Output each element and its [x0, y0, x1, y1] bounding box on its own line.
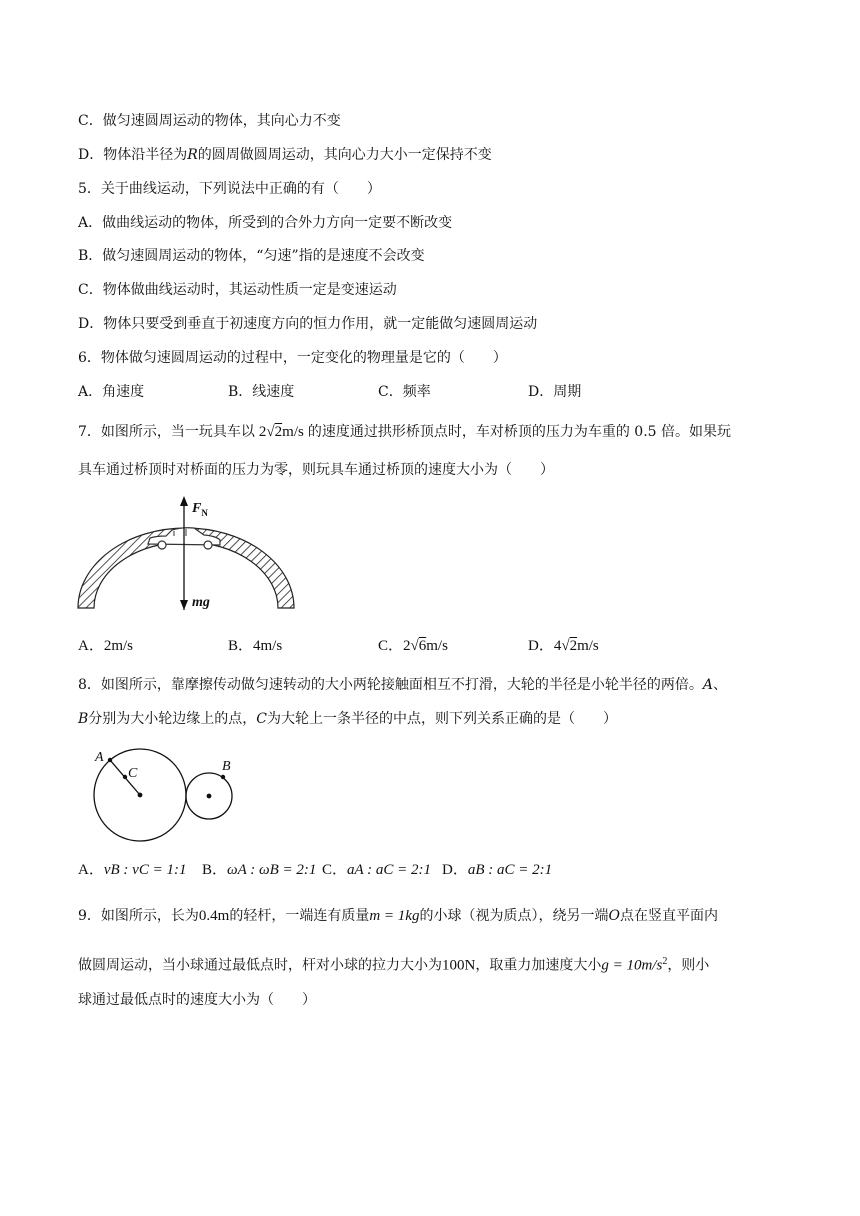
q9-stem-line3: 球通过最低点时的速度大小为（ ） — [78, 992, 316, 1008]
q5-option-d: D．物体只要受到垂直于初速度方向的恒力作用，就一定能做匀速圆周运动 — [78, 316, 538, 332]
q7-stem-line1: 7．如图所示，当一玩具车以 2√2m/s 的速度通过拱形桥顶点时，车对桥顶的压力为车重的 0.5 倍。如果玩 — [78, 424, 732, 440]
q5-option-b: B．做匀速圆周运动的物体，“匀速”指的是速度不会改变 — [78, 248, 425, 264]
q6-option-b: B．线速度 — [228, 384, 295, 400]
q6-option-a: A．角速度 — [78, 384, 145, 400]
label-c: C — [128, 766, 138, 781]
q8-option-c: C．aA : aC = 2:1 — [322, 862, 432, 878]
q7-option-c: C．2√6m/s — [378, 638, 448, 654]
q6-stem: 6．物体做匀速圆周运动的过程中，一定变化的物理量是它的（ ） — [78, 350, 507, 366]
point-c — [123, 775, 127, 779]
q6-option-c: C．频率 — [378, 384, 431, 400]
q8-option-a: A．vB : vC = 1:1 — [78, 862, 187, 878]
q7-speed: 2√2m/s — [258, 424, 304, 440]
wheels-figure — [88, 746, 248, 846]
q5-stem: 5．关于曲线运动，下列说法中正确的有（ ） — [78, 181, 381, 197]
q8-option-d: D．aB : aC = 2:1 — [442, 862, 553, 878]
q7-option-b: B．4m/s — [228, 638, 283, 654]
label-b: B — [222, 759, 231, 774]
q8-stem-line1: 8．如图所示，靠摩擦传动做匀速转动的大小两轮接触面相互不打滑，大轮的半径是小轮半径的两倍。A、 — [78, 677, 728, 693]
q5-option-a: A．做曲线运动的物体，所受到的合外力方向一定要不断改变 — [78, 215, 453, 231]
point-b — [221, 775, 225, 779]
q8-option-b: B．ωA : ωB = 2:1 — [202, 862, 317, 878]
q6-option-d: D．周期 — [528, 384, 582, 400]
q9-stem-line2: 做圆周运动，当小球通过最低点时，杆对小球的拉力大小为100N，取重力加速度大小$g = 10m/s^2$，则小 — [78, 956, 710, 974]
q7-option-a: A．2m/s — [78, 638, 134, 654]
label-a: A — [95, 750, 104, 765]
q4-option-c: C．做匀速圆周运动的物体，其向心力不变 — [78, 113, 341, 129]
bridge-figure — [74, 492, 302, 614]
q7-option-d: D．4√2m/s — [528, 638, 599, 654]
q4-option-d: D．物体沿半径为R的圆周做圆周运动，其向心力大小一定保持不变 — [78, 147, 492, 163]
q8-stem-line2: B分别为大小轮边缘上的点，C为大轮上一条半径的中点，则下列关系正确的是（ ） — [78, 711, 618, 727]
point-a — [108, 758, 112, 762]
fn-label: $F_N$ — [192, 501, 208, 518]
mg-label: mg — [192, 595, 210, 610]
q7-stem-line2: 具车通过桥顶时对桥面的压力为零，则玩具车通过桥顶的速度大小为（ ） — [78, 462, 554, 478]
q9-stem-line1: 9．如图所示，长为0.4m的轻杆，一端连有质量m = 1kg的小球（视为质点），绕另一端O点在竖直平面内 — [78, 908, 718, 924]
q5-option-c: C．物体做曲线运动时，其运动性质一定是变速运动 — [78, 282, 397, 298]
